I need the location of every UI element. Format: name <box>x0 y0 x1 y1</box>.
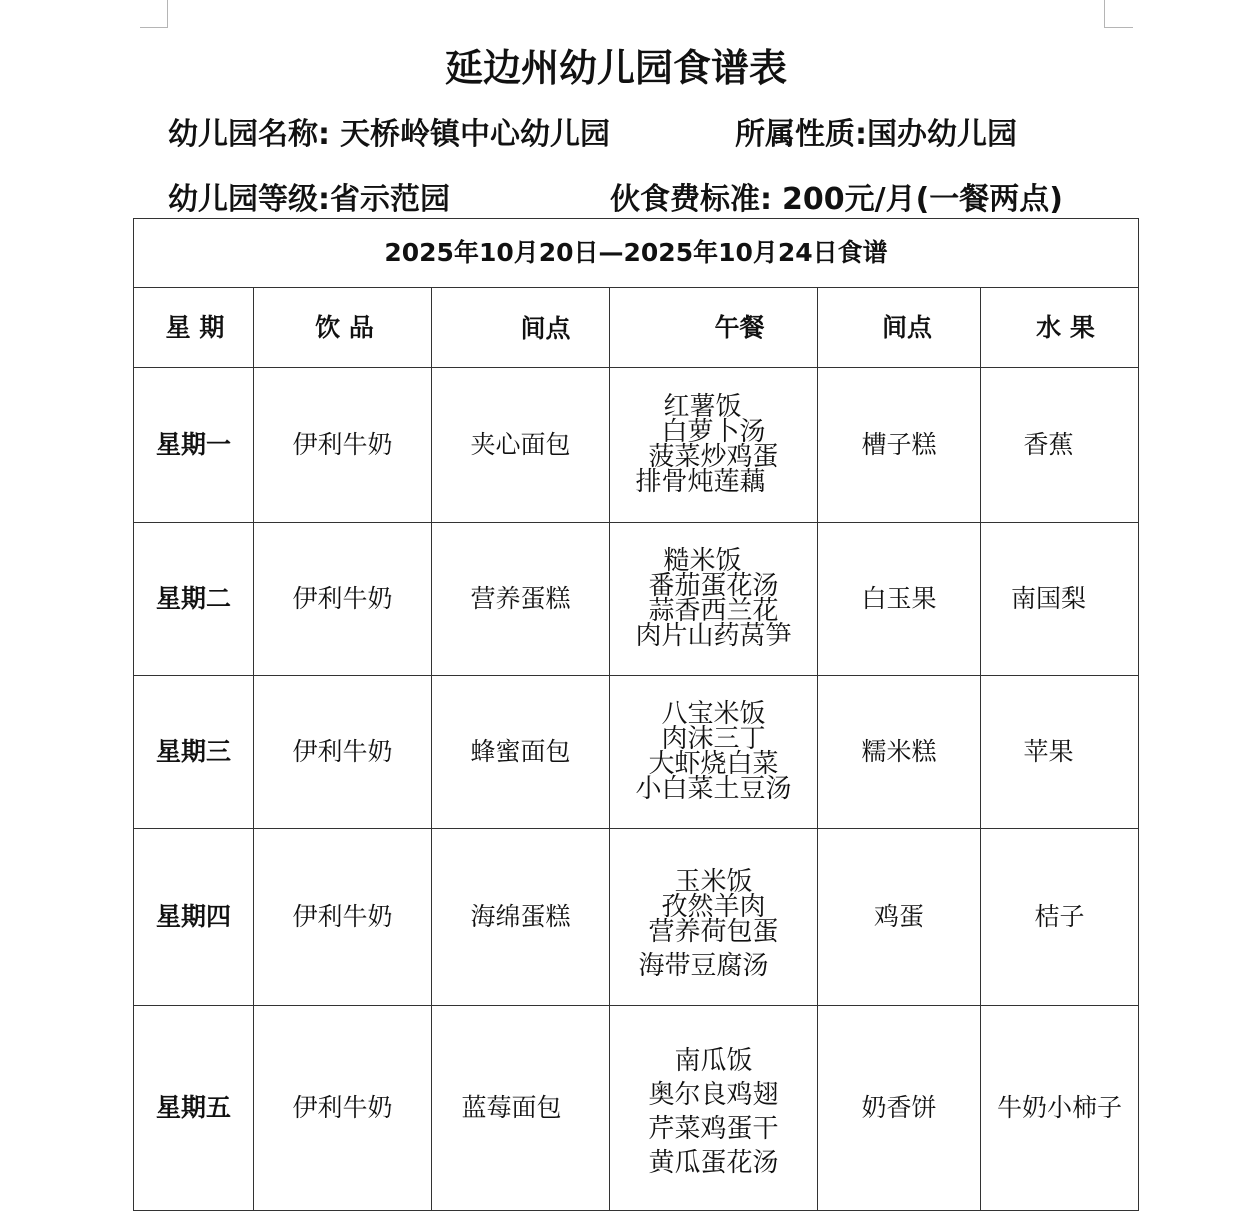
day-cell: 星期二 <box>134 523 254 676</box>
crop-mark-top-right <box>1104 0 1133 28</box>
column-header-afternoon-snack: 间点 <box>818 288 981 368</box>
menu-row-wednesday <box>134 676 1139 829</box>
menu-row-tuesday <box>134 523 1139 676</box>
menu-row-friday <box>134 1006 1139 1211</box>
drink-cell: 伊利牛奶 <box>254 829 432 1006</box>
lunch-dish: 白萝卜汤 <box>661 417 766 447</box>
lunch-dish: 芹菜鸡蛋干 <box>648 1113 779 1144</box>
lunch-dish: 玉米饭 <box>674 867 753 897</box>
lunch-cell <box>610 676 818 829</box>
menu-row-thursday <box>134 829 1139 1006</box>
lunch-dish: 海带豆腐汤 <box>638 951 769 981</box>
afternoon-snack-cell: 白玉果 <box>818 523 981 676</box>
morning-snack-cell: 夹心面包 <box>432 368 610 523</box>
drink-cell: 伊利牛奶 <box>254 1006 432 1211</box>
lunch-cell <box>610 368 818 523</box>
fruit-cell <box>981 676 1139 829</box>
kindergarten-level <box>168 180 450 220</box>
column-header-lunch: 午餐 <box>610 288 818 368</box>
lunch-dish: 八宝米饭 <box>661 699 766 729</box>
kindergarten-name-value: 天桥岭镇中心幼儿园 <box>340 117 610 152</box>
lunch-dish: 小白菜土豆汤 <box>635 774 792 804</box>
morning-snack-cell: 营养蛋糕 <box>432 523 610 676</box>
column-header-day: 星 期 <box>134 288 254 368</box>
kindergarten-level-value: 省示范园 <box>330 182 450 217</box>
drink-cell: 伊利牛奶 <box>254 368 432 523</box>
lunch-dish: 红薯饭 <box>663 392 742 422</box>
lunch-dish: 大虾烧白菜 <box>648 749 779 779</box>
afternoon-snack-cell: 槽子糕 <box>818 368 981 523</box>
lunch-dish: 番茄蛋花汤 <box>648 571 779 601</box>
kindergarten-nature-value: 国办幼儿园 <box>867 117 1017 152</box>
meal-fee-standard <box>610 180 1063 220</box>
fruit-cell <box>981 368 1139 523</box>
column-header-drink: 饮 品 <box>254 288 432 368</box>
day-cell: 星期三 <box>134 676 254 829</box>
crop-mark-top-left <box>140 0 168 28</box>
date-range-row <box>134 219 1139 288</box>
lunch-cell <box>610 1006 818 1211</box>
column-header-fruit: 水 果 <box>981 288 1139 368</box>
lunch-dish: 蒜香西兰花 <box>648 596 779 626</box>
fruit-name: 桔子 <box>1034 902 1085 931</box>
column-header-row <box>134 288 1139 368</box>
meal-fee-value: 200元/月(一餐两点) <box>782 182 1064 217</box>
fruit-cell <box>981 829 1139 1006</box>
fruit-cell <box>981 1006 1139 1211</box>
morning-snack-cell <box>432 1006 610 1211</box>
meal-fee-label: 伙食费标准: <box>610 182 772 217</box>
fruit-cell <box>981 523 1139 676</box>
menu-row-monday <box>134 368 1139 523</box>
date-range-header: 2025年10月20日—2025年10月24日食谱 <box>134 219 1139 288</box>
afternoon-snack-cell: 鸡蛋 <box>818 829 981 1006</box>
morning-snack-name: 蓝莓面包 <box>461 1093 562 1122</box>
lunch-dish: 肉片山药莴笋 <box>635 621 792 651</box>
lunch-cell <box>610 523 818 676</box>
drink-cell: 伊利牛奶 <box>254 676 432 829</box>
fruit-name: 香蕉 <box>1023 430 1074 459</box>
lunch-dish: 排骨炖莲藕 <box>635 467 766 497</box>
kindergarten-level-label: 幼儿园等级: <box>168 182 330 217</box>
fruit-name: 苹果 <box>1023 737 1074 766</box>
lunch-dish: 营养荷包蛋 <box>648 917 779 947</box>
day-cell: 星期五 <box>134 1006 254 1211</box>
lunch-dish: 黄瓜蛋花汤 <box>648 1147 779 1178</box>
drink-cell: 伊利牛奶 <box>254 523 432 676</box>
lunch-dish: 孜然羊肉 <box>661 892 766 922</box>
column-header-morning-snack: 间点 <box>432 288 610 368</box>
fruit-name: 南国梨 <box>1011 584 1087 613</box>
morning-snack-cell: 海绵蛋糕 <box>432 829 610 1006</box>
morning-snack-cell: 蜂蜜面包 <box>432 676 610 829</box>
afternoon-snack-cell: 奶香饼 <box>818 1006 981 1211</box>
fruit-name: 牛奶小柿子 <box>997 1093 1123 1122</box>
menu-table <box>133 218 1139 1211</box>
lunch-dish: 奥尔良鸡翅 <box>648 1079 779 1110</box>
lunch-cell <box>610 829 818 1006</box>
kindergarten-nature <box>735 115 1017 155</box>
afternoon-snack-cell: 糯米糕 <box>818 676 981 829</box>
day-cell: 星期一 <box>134 368 254 523</box>
kindergarten-nature-label: 所属性质: <box>735 117 867 152</box>
day-cell: 星期四 <box>134 829 254 1006</box>
kindergarten-name <box>168 115 610 155</box>
lunch-dish: 糙米饭 <box>663 546 742 576</box>
page-title: 延边州幼儿园食谱表 <box>445 46 788 90</box>
kindergarten-name-label: 幼儿园名称: <box>168 117 330 152</box>
lunch-dish: 菠菜炒鸡蛋 <box>648 442 779 472</box>
lunch-dish: 肉沫三丁 <box>661 724 766 754</box>
lunch-dish: 南瓜饭 <box>674 1045 753 1076</box>
